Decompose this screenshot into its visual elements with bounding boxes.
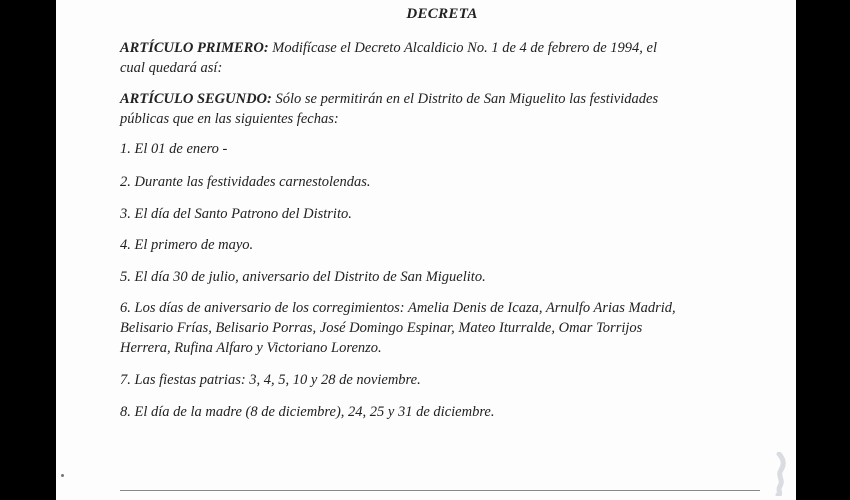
list-item-line: 2. Durante las festividades carnestolendas. (120, 174, 371, 190)
list-item-line: Belisario Frías, Belisario Porras, José Domingo Espinar, Mateo Iturralde, Omar Torrijos (120, 320, 643, 336)
articulo-primero-text-1: Modifícase el Decreto Alcaldicio No. 1 de 4 de febrero de 1994, el (268, 40, 657, 56)
articulo-primero-label: ARTÍCULO PRIMERO: (120, 40, 269, 56)
list-item (120, 370, 764, 390)
scan-speck (61, 474, 64, 477)
list-item (120, 235, 764, 255)
list-item (120, 402, 764, 422)
list-item (120, 267, 764, 287)
decree-heading: DECRETA (406, 6, 478, 22)
articulo-segundo-label: ARTÍCULO SEGUNDO: (120, 91, 272, 107)
list-item (120, 204, 764, 224)
bottom-rule (120, 490, 760, 491)
list-item (120, 139, 764, 159)
list-item-line: 8. El día de la madre (8 de diciembre), 24, 25 y 31 de diciembre. (120, 404, 495, 420)
list-item-line: 4. El primero de mayo. (120, 237, 254, 253)
list-item-line: 7. Las fiestas patrias: 3, 4, 5, 10 y 28 de noviembre. (120, 372, 421, 388)
articulo-primero-text-2: cual quedará así: (120, 60, 223, 76)
stamp-smudge (768, 452, 790, 496)
list-item-line: Herrera, Rufina Alfaro y Victoriano Lorenzo. (120, 340, 382, 356)
list-item-line: 5. El día 30 de julio, aniversario del Distrito de San Miguelito. (120, 269, 486, 285)
articulo-segundo-text-2: públicas que en las siguientes fechas: (120, 111, 339, 127)
list-item (120, 298, 764, 358)
articulo-segundo (120, 89, 764, 129)
list-item-line: 3. El día del Santo Patrono del Distrito. (120, 206, 352, 222)
list-item-line: 6. Los días de aniversario de los corregimientos: Amelia Denis de Icaza, Arnulfo Arias Madrid, (120, 300, 676, 316)
articulo-segundo-text-1: Sólo se permitirán en el Distrito de San Miguelito las festividades (271, 91, 659, 107)
list-item-line: 1. El 01 de enero - (120, 141, 228, 157)
list-item (120, 172, 764, 192)
document-page (56, 0, 796, 500)
articulo-primero (120, 38, 764, 78)
